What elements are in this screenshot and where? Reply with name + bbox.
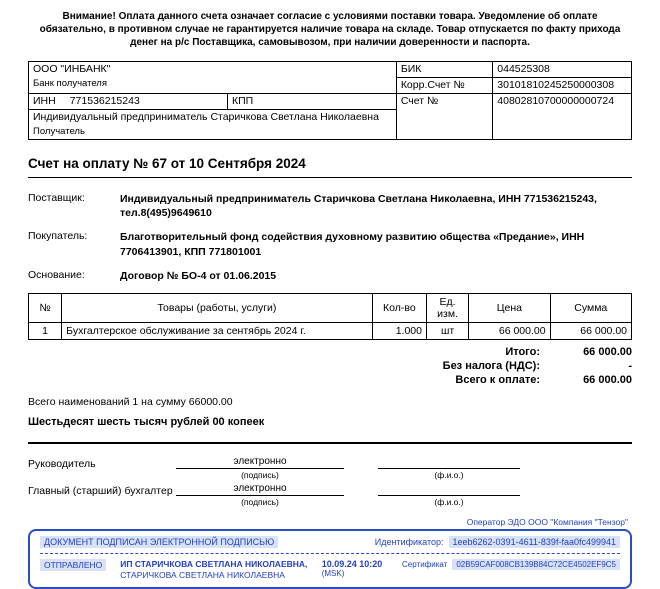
sent-datetime-block (322, 559, 398, 578)
item-qty: 1.000 (372, 322, 426, 339)
amount-in-words: Шестьдесят шесть тысяч рублей 00 копеек (28, 415, 265, 428)
account-value: 40802810700000000724 (493, 94, 632, 140)
buyer-label: Покупатель: (28, 230, 88, 243)
recipient-label: Получатель (33, 126, 85, 137)
head-fio-line (378, 456, 520, 469)
item-price: 66 000.00 (469, 322, 550, 339)
signed-label: ДОКУМЕНТ ПОДПИСАН ЭЛЕКТРОННОЙ ПОДПИСЬЮ (40, 536, 278, 548)
accountant-fio-area (378, 483, 520, 507)
basis-value: Договор № БО-4 от 01.06.2015 (120, 269, 277, 282)
item-description: Бухгалтерское обслуживание за сентябрь 2024 г. (62, 322, 373, 339)
head-signature-row (28, 456, 632, 480)
esign-row-signed (40, 536, 620, 548)
supplier-label: Поставщик: (28, 192, 85, 204)
bik-value: 044525308 (493, 62, 632, 78)
sent-timezone: (MSK) (321, 568, 345, 578)
certificate-value: 02B59CAF008CB139B84C72CE4502EF9C5 (452, 559, 620, 570)
head-sign-caption: (подпись) (241, 469, 279, 480)
esign-dashed-divider (40, 553, 620, 554)
bank-label: Банк получателя (33, 78, 107, 89)
basis-row (28, 269, 632, 283)
corr-account-value: 30101810245250000308 (493, 78, 632, 94)
basis-label: Основание: (28, 268, 85, 281)
recipient-cell (29, 110, 397, 140)
items-header-row (29, 293, 632, 322)
bank-details-table (28, 61, 632, 140)
totals-no-vat (28, 360, 632, 372)
head-fio-caption: (ф.и.о.) (434, 469, 464, 480)
esign-stamp (28, 517, 632, 589)
totals-itogo (28, 346, 632, 358)
items-table (28, 293, 632, 340)
sent-label: ОТПРАВЛЕНО (40, 559, 106, 571)
accountant-fio-line (378, 483, 520, 496)
inn-cell (29, 94, 228, 110)
signature-divider (28, 442, 632, 444)
sent-datetime: 10.09.24 10:20 (321, 558, 383, 569)
bank-name-cell (29, 62, 397, 94)
head-label: Руководитель (28, 457, 96, 470)
corr-account-label: Корр.Счет № (396, 78, 492, 94)
invoice-title: Счет на оплату № 67 от 10 Сентября 2024 (28, 156, 306, 171)
recipient-name: Индивидуальный предприниматель Старичкова Светлана Николаевна (33, 111, 379, 123)
no-vat-value: - (628, 359, 632, 372)
col-goods: Товары (работы, услуги) (62, 293, 373, 322)
bank-name: ООО "ИНБАНК" (33, 63, 111, 75)
accountant-label: Главный (старший) бухгалтер (28, 484, 173, 497)
inn-label: ИНН (33, 95, 56, 107)
supplier-row (28, 192, 632, 220)
total-value: 66 000.00 (583, 373, 632, 386)
accountant-signature-row (28, 483, 632, 507)
edo-operator: Оператор ЭДО ООО "Компания "Тензор" (466, 516, 628, 527)
head-fio-area (378, 456, 520, 480)
head-sign-area (176, 456, 344, 480)
sender-block (120, 559, 313, 581)
buyer-row (28, 230, 632, 258)
accountant-sign-value: электронно (176, 483, 344, 496)
identifier-value: 1eeb6262-0391-4611-839f-faa0fc499941 (449, 536, 620, 548)
item-sum: 66 000.00 (550, 322, 631, 339)
sender-name-bold: ИП СТАРИЧКОВА СВЕТЛАНА НИКОЛАЕВНА, (120, 558, 308, 569)
identifier-block (375, 536, 620, 548)
accountant-fio-caption: (ф.и.о.) (434, 496, 464, 507)
col-unit: Ед. изм. (426, 293, 468, 322)
totals-block (28, 346, 632, 386)
payment-warning-text: Внимание! Оплата данного счета означает согласие с условиями поставки товара. Уведомление об оплате обязательно, в противном случае не гарантируется наличие товара на складе. Товар отпускается по факту прихода денег на р/с Поставщика, самовывозом, при наличии доверенности и паспорта. (39, 11, 621, 48)
col-sum: Сумма (550, 293, 631, 322)
item-unit: шт (426, 322, 468, 339)
certificate-label: Сертификат (402, 559, 448, 569)
col-price: Цена (469, 293, 550, 322)
bik-label: БИК (396, 62, 492, 78)
buyer-value: Благотворительный фонд содействия духовному развитию общества «Предание», ИНН 7706413901, КПП 771801001 (120, 231, 585, 258)
esign-row-sent (40, 559, 620, 581)
title-divider (28, 177, 632, 178)
no-vat-label: Без налога (НДС): (442, 359, 540, 372)
account-label: Счет № (396, 94, 492, 140)
inn-value: 771536215243 (69, 95, 140, 107)
esign-box (28, 529, 632, 589)
col-qty: Кол-во (372, 293, 426, 322)
itogo-value: 66 000.00 (583, 345, 632, 358)
items-count-line: Всего наименований 1 на сумму 66000.00 (28, 395, 233, 408)
certificate-block (402, 559, 620, 570)
table-row (29, 322, 632, 339)
sender-name-rest: СТАРИЧКОВА СВЕТЛАНА НИКОЛАЕВНА (120, 569, 285, 580)
accountant-sign-area (176, 483, 344, 507)
bank-row-3 (29, 94, 632, 110)
item-number: 1 (29, 322, 62, 339)
kpp-cell: КПП (227, 94, 396, 110)
total-label: Всего к оплате: (455, 373, 540, 386)
bank-row-1 (29, 62, 632, 78)
supplier-value: Индивидуальный предприниматель Старичкова Светлана Николаевна, ИНН 771536215243, тел.8(495)9649610 (120, 193, 597, 220)
col-number: № (29, 293, 62, 322)
totals-total (28, 374, 632, 386)
identifier-label: Идентификатор: (374, 536, 444, 547)
accountant-sign-caption: (подпись) (241, 496, 279, 507)
head-sign-value: электронно (176, 456, 344, 469)
itogo-label: Итого: (505, 345, 540, 358)
